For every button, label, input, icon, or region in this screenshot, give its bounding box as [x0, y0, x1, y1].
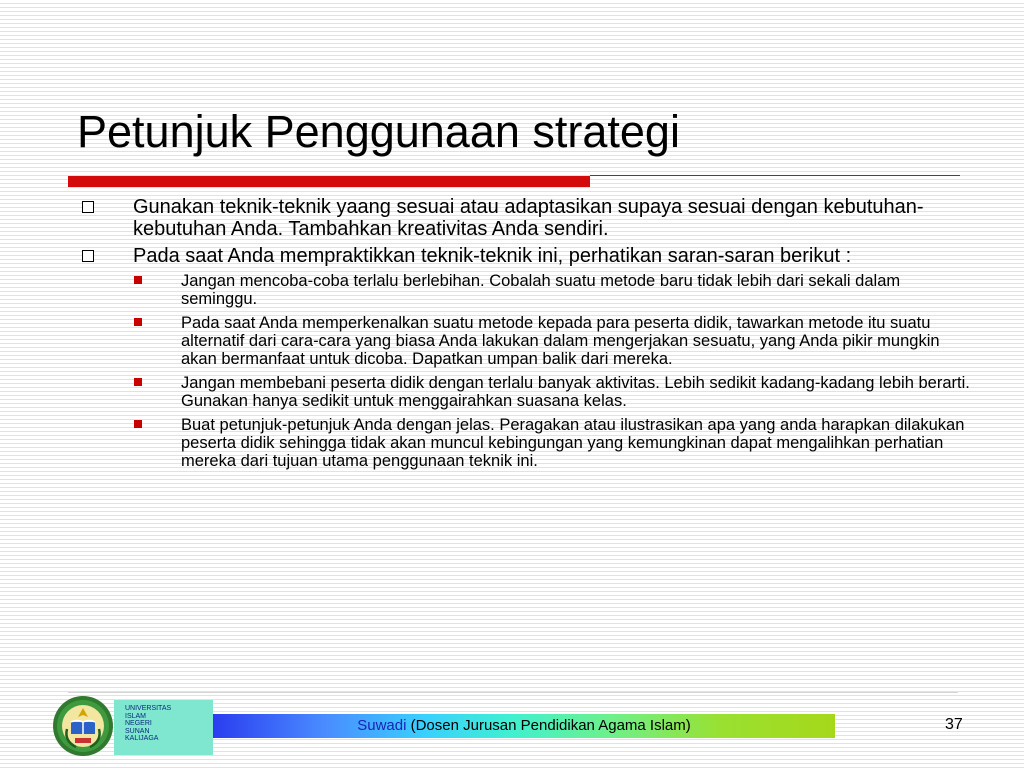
sub-bullet-item-4 — [0, 416, 976, 470]
bullet-text-1: Gunakan teknik-teknik yaang sesuai atau adaptasikan supaya sesuai dengan kebutuhan-kebutuhan Anda. Tambahkan kreativitas Anda sendiri. — [133, 196, 924, 240]
logo-line-5: KALIJAGA — [125, 735, 159, 742]
logo-line-1: UNIVERSITAS — [125, 705, 172, 712]
sub-bullet-text-2: Pada saat Anda memperkenalkan suatu metode kepada para peserta didik, tawarkan metode itu suatu alternatif dari cara-cara yang biasa Anda lakukan dalam mengerjakan sesuatu, yang Anda pikir mungkin akan bermanfaat untuk dicoba. Dapatkan umpan balik dari mereka. — [181, 314, 940, 368]
slide-title: Petunjuk Penggunaan strategi — [77, 106, 680, 157]
page-number: 37 — [945, 716, 963, 733]
sub-bullet-text-4: Buat petunjuk-petunjuk Anda dengan jelas. Peragakan atau ilustrasikan apa yang anda harapkan dilakukan peserta didik sehingga tidak akan muncul kebingungan yang kemungkinan dapat mengalihkan perhatian mereka dari tujuan utama penggunaan teknik ini. — [181, 416, 965, 470]
university-emblem-icon — [52, 695, 114, 757]
footer-affiliation: (Dosen Jurusan Pendidikan Agama Islam) — [410, 717, 691, 734]
filled-square-icon — [134, 276, 142, 284]
footer-caption — [213, 717, 835, 735]
filled-square-icon — [134, 378, 142, 386]
slide-body — [0, 196, 1024, 476]
logo-line-4: SUNAN — [125, 727, 150, 735]
logo-line-2: ISLAM — [125, 712, 147, 720]
sub-bullet-text-1: Jangan mencoba-coba terlalu berlebihan. Cobalah suatu metode baru tidak lebih dari sekali dalam seminggu. — [181, 272, 901, 308]
hollow-square-icon — [82, 250, 94, 262]
sub-bullet-text-3: Jangan membebani peserta didik dengan terlalu banyak aktivitas. Lebih sedikit kadang-kadang lebih berarti. Gunakan hanya sedikit untuk menggairahkan suasana kelas. — [181, 374, 970, 410]
filled-square-icon — [134, 318, 142, 326]
title-rule-thin — [590, 175, 960, 176]
sub-bullet-item-1 — [0, 272, 976, 308]
university-name-box — [114, 700, 213, 755]
sub-bullet-item-3 — [0, 374, 976, 410]
sub-bullet-item-2 — [0, 314, 976, 368]
title-rule-thick — [68, 176, 590, 187]
sub-bullet-list — [0, 272, 1024, 470]
footer-author: Suwadi — [357, 717, 407, 734]
logo-line-3: NEGERI — [125, 720, 152, 727]
footer-rule — [68, 692, 958, 693]
bullet-text-2: Pada saat Anda mempraktikkan teknik-teknik ini, perhatikan saran-saran berikut : — [133, 245, 852, 267]
bullet-item-2 — [0, 245, 963, 267]
filled-square-icon — [134, 420, 142, 428]
footer-bar — [213, 714, 835, 738]
bullet-item-1 — [0, 196, 963, 240]
hollow-square-icon — [82, 201, 94, 213]
